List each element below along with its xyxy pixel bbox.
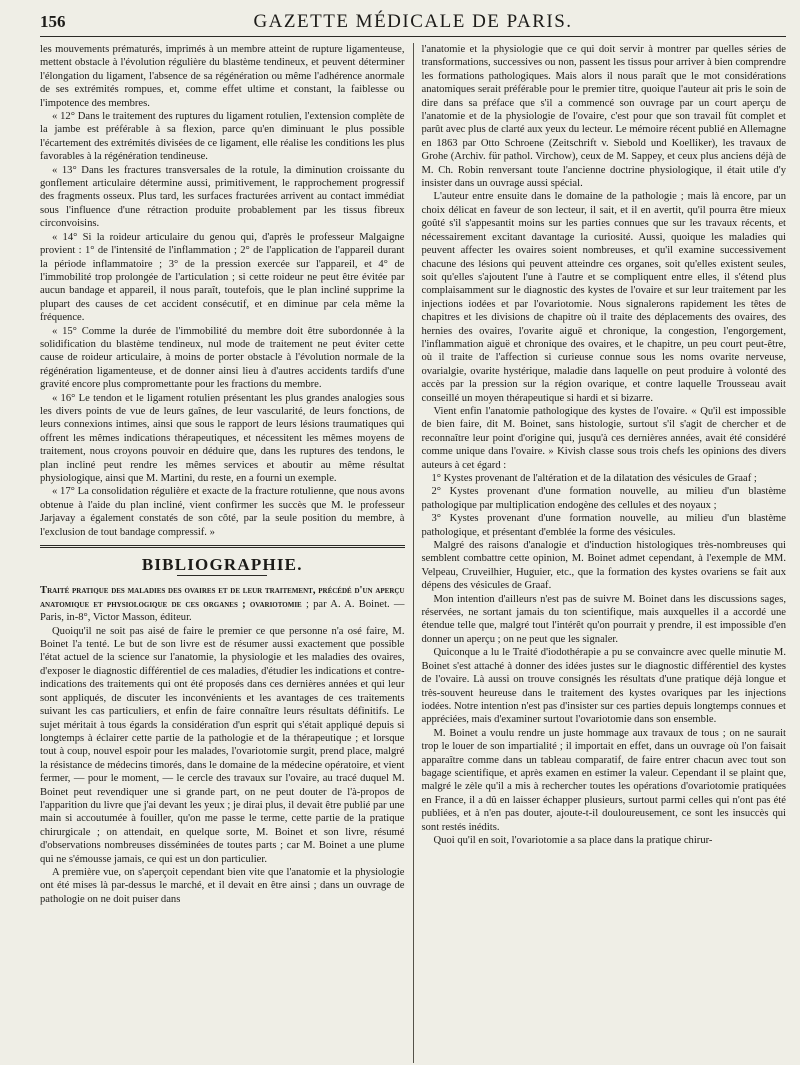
review-paragraph: A première vue, on s'aperçoit cependant bien vite que l'anatomie et la physiologie ont été mises là par-dessus le marché, et il devait en être ainsi ; dans un ouvrage de pathologie on ne doit puiser dans bbox=[40, 866, 405, 905]
conclusion-16: « 16° Le tendon et le ligament rotulien présentant les plus grandes analogies sous les divers points de vue de leurs gaînes, de leur vascularité, de leurs fonctions, de leurs connexions intimes, ainsi que sous le rapport de leurs lésions traumatiques qui offrent les mêmes indications thérapeutiques, et nécessitent les mêmes moyens de traitement, nous croyons pouvoir en déduire que, dans les ruptures des tendons, le plan incliné peut rendre les mêmes services et aboutir au même résultat physiologique, ainsi que M. Martini, du reste, en a fourni un exemple. bbox=[40, 392, 405, 484]
review-paragraph: Quiconque a lu le Traité d'iodothérapie a pu se convaincre avec quelle minutie M. Boinet s'est attaché à donner des idées justes sur le diagnostic différentiel des kystes de l'ovaire. Là aussi on trouve consignés les résultats d'une pratique déjà longue et très-souvent heureuse dans le traitement des kystes ovariques par les injections iodées. Notre intention n'est pas d'insister sur ces parties depuis longtemps connues et appréciées, mais d'examiner surtout l'ovariotomie dans son ensemble. bbox=[421, 647, 786, 726]
list-item: 2° Kystes provenant d'une formation nouvelle, au milieu d'un blastème pathologique par multiplication endogène des cellules et des noyaux ; bbox=[421, 486, 786, 511]
section-divider bbox=[40, 545, 405, 548]
conclusion-17: « 17° La consolidation régulière et exacte de la fracture rotulienne, que nous avons obtenue à l'aide du plan incliné, vient confirmer les succès que M. le professeur Jarjavay a également constatés de son côté, par la seule position du membre, à l'exclusion de tout bandage compressif. » bbox=[40, 486, 405, 538]
review-paragraph: Malgré des raisons d'analogie et d'induction histologiques très-nombreuses qui semblent combattre cette opinion, M. Boinet admet cependant, à l'exemple de MM. Velpeau, Cruveilhier, Huguier, etc., que la formation des kystes ovariens se fait aux dépens des vésicules de Graaf. bbox=[421, 540, 786, 592]
book-reference bbox=[40, 584, 405, 624]
conclusion-12: « 12° Dans le traitement des ruptures du ligament rotulien, l'extension complète de la jambe est préférable à sa flexion, parce qu'en diminuant le plus possible l'écartement des extrémités divisées de ce ligament, elle réalise les conditions les plus favorables à la régénération tendineuse. bbox=[40, 111, 405, 163]
review-paragraph: L'auteur entre ensuite dans le domaine de la pathologie ; mais là encore, par un choix délicat en faveur de son lecteur, il sait, et il en avertit, qu'il pourra être mieux goûté s'il s'appesantit moins sur les parties connues que sur les travaux récents, et nécessairement excitant davantage la curiosité. Aussi, quoique les maladies qui peuvent affecter les ovaires soient nombreuses, et qu'il examine successivement chacune des lésions qui peuvent atteindre ces organes, soit qu'elles existent seules, soit qu'elles s'ajoutent l'une à l'autre et se compliquent entre elles, il s'étend plus complaisamment sur le diagnostic des kystes de l'ovaire et sur leur traitement par les injections iodées et par l'ovariotomie. Nous signalerons rapidement les têtes de chapitres et les divisions de chapitre où il traite des déplacements des ovaires, des hernies des ovaires, l'ovarite aiguë et chronique, la congestion, l'engorgement, l'inflammation aiguë et chronique des ovaires, et le chapitre, un peu court peut-être, où il traite de l'affection si curieuse connue sous les noms ovarite nerveuse, ovarialgie, ovarite hystérique, maladie dans laquelle on peut produire à volonté des accès par la pression sur la région ovarique, et contre laquelle Trousseau avait conseillé un moyen thérapeutique si hardi et si bizarre. bbox=[421, 191, 786, 404]
list-item: 3° Kystes provenant d'une formation nouvelle, au milieu d'un blastème pathologique, et présentant d'emblée la forme des vésicules. bbox=[421, 513, 786, 538]
book-publisher: ; par A. A. Boinet. — Paris, in-8°, Victor Masson, éditeur. bbox=[40, 598, 405, 624]
two-column-body bbox=[40, 43, 786, 1063]
journal-title: GAZETTE MÉDICALE DE PARIS. bbox=[253, 11, 573, 32]
review-paragraph: M. Boinet a voulu rendre un juste hommage aux travaux de tous ; on ne saurait trop le louer de son impartialité ; il importait en effet, dans un ouvrage où l'on faisait apparaître comme dans un tableau comparatif, de faire entrer chacun avec tout son bagage scientifique, et après examen en estimer la valeur. Cependant il se plaint que, malgré le zèle qu'il a mis à rechercher toutes les opérations d'ovariotomie pratiquées en France, il a dû en laisser échapper plusieurs, surtout parmi celles qui n'ont pas été publiées, et à n'en pas douter, ajoute-t-il douloureusement, ce sont les insuccès qui sont restés inédits. bbox=[421, 727, 786, 833]
book-title: Traité pratique des maladies des ovaires et de leur traitement, précédé d'un aperçu anatomique et physiologique de ces organes ; ovariotomie bbox=[40, 585, 405, 610]
left-column bbox=[40, 43, 413, 1063]
list-item: 1° Kystes provenant de l'altération et de la dilatation des vésicules de Graaf ; bbox=[431, 473, 757, 484]
review-paragraph: Quoi qu'il en soit, l'ovariotomie a sa place dans la pratique chirur- bbox=[433, 834, 713, 846]
review-paragraph: Quoiqu'il ne soit pas aisé de faire le premier ce que personne n'a osé faire, M. Boinet l'a tenté. Le but de son livre est de résumer aussi exactement que possible l'état actuel de la science sur l'anatomie, la physiologie et les maladies des ovaires, d'exposer le diagnostic différentiel de ces maladies, d'étudier les indications et contre-indications des traitements qui ont été proposés dans ces dernières années et qui leur sont appliqués, de discuter les inconvénients et les avantages de ces traitements suivant les cas particuliers, et enfin de faire connaître leurs résultats définitifs. Le sujet méritait à tous égards la considération d'un esprit qui s'était appliqué depuis si longtemps à éclairer cette partie de la pathologie et de la thérapeutique ; et lorsque tout à coup, nouvel espoir pour les malades, l'ovariotomie surgit, prend place, malgré la résistance de médecins timorés, dans le domaine de la médecine opératoire, et vient fermer, — pour le moment, — le cercle des travaux sur l'ovaire, au tracé duquel M. Boinet peut revendiquer une si grande part, on ne peut douter de l'à-propos de l'apparition du livre que j'ai devant les yeux ; je dirai plus, il devait être publié par une main si accoutumée à fouiller, qu'on me passe le terme, cette partie de la pratique chirurgicale ; on attendait, en quelque sorte, M. Boinet et son livre, résumé d'observations nombreuses disséminées de toutes parts ; car M. Boinet a une plume qui ne s'émousse jamais, ce qui est un don particulier. bbox=[40, 625, 405, 865]
conclusion-13: « 13° Dans les fractures transversales de la rotule, la diminution croissante du gonflement articulaire détermine aussi, primitivement, le rapprochement progressif des fragments osseux. Plus tard, les surfaces fracturées arrivent au contact immédiat sous l'influence d'une rétraction produite probablement par les tissus fibreux circonvoisins. bbox=[40, 164, 405, 230]
section-heading-bibliographie: BIBLIOGRAPHIE. bbox=[141, 555, 303, 575]
review-paragraph: Mon intention d'ailleurs n'est pas de suivre M. Boinet dans les discussions sages, réservées, ne sortant jamais du ton scientifique, mais auxquelles il a accordé une étendue telle que, malgré tout l'intérêt qu'on pourrait y prendre, il est impossible d'en donner un aperçu ; on ne peut que les signaler. bbox=[421, 593, 786, 645]
heading-underline bbox=[177, 575, 267, 576]
conclusion-14: « 14° Si la roideur articulaire du genou qui, d'après le professeur Malgaigne provient : 1° de l'intensité de l'inflammation ; 2° de l'application de l'appareil durant la période inflammatoire ; 3° de la pression exercée sur l'appareil, et 4° de l'immobilité trop prolongée de l'articulation ; si cette roideur ne peut être évitée par aucun bandage et appareil, il nous paraît, toutefois, que le plan incliné supprime la plupart des causes de cet accident consécutif, et en diminue par cela même la fréquence. bbox=[40, 231, 405, 324]
review-paragraph: l'anatomie et la physiologie que ce qui doit servir à montrer par quelles séries de transformations, successives ou non, passent les tissus pour arriver à bien comprendre les formations pathologiques. Mais alors il nous paraît que le mot considérations anatomiques serait préférable pour le premier titre, quoique l'auteur ait pris le soin de dire dans sa préface que s'il a commencé son ouvrage par un court aperçu de l'anatomie et de la physiologie de l'ovaire, c'est pour que son travail fût complet et parût avec plus de clarté aux yeux du lecteur. Le mémoire récent publié en Allemagne en 1863 par Otto Schroene (Zeitschrift v. Siebold und Koelliker), les travaux de Grohe (Archiv. für pathol. Virchow), ceux de M. Sappey, et ceux plus anciens déjà de M. Ch. Robin renversant toute l'ancienne doctrine physiologique, il était utile d'y insister dans un ouvrage aussi spécial. bbox=[421, 44, 786, 190]
page-header bbox=[40, 10, 786, 37]
review-paragraph: Vient enfin l'anatomie pathologique des kystes de l'ovaire. « Qu'il est impossible de bien faire, dit M. Boinet, sans histologie, surtout s'il s'agit de chercher et de reconnaître leur point d'origine qui, jusqu'à ces dernières années, avait été considéré comme unique dans l'ovaire. » Kivish classe sous trois chefs les opinions des divers auteurs à cet égard : bbox=[421, 405, 786, 471]
right-column bbox=[413, 43, 787, 1063]
conclusion-15: « 15° Comme la durée de l'immobilité du membre doit être subordonnée à la solidification du blastème tendineux, nul mode de traitement ne peut éviter cette cause de roideur articulaire, à moins de porter obstacle à l'évolution normale de la régénération ligamenteuse, et de donner ainsi lieu à d'autres accidents tardifs d'une gravité encore plus compromettante pour les fractions du membre. bbox=[40, 325, 405, 391]
cyst-classification-list bbox=[422, 472, 787, 539]
page-number: 156 bbox=[40, 12, 66, 31]
article-paragraph: les mouvements prématurés, imprimés à un membre atteint de rupture ligamenteuse, mettent obstacle à l'évolution régulière du blastème tendineux, et peuvent déterminer l'élongation du ligament, l'absence de sa régénération ou même l'adhérence anormale de ses extrémités rompues, et, comme effet ultime et constant, la faiblesse ou l'impotence des membres. bbox=[40, 44, 405, 109]
